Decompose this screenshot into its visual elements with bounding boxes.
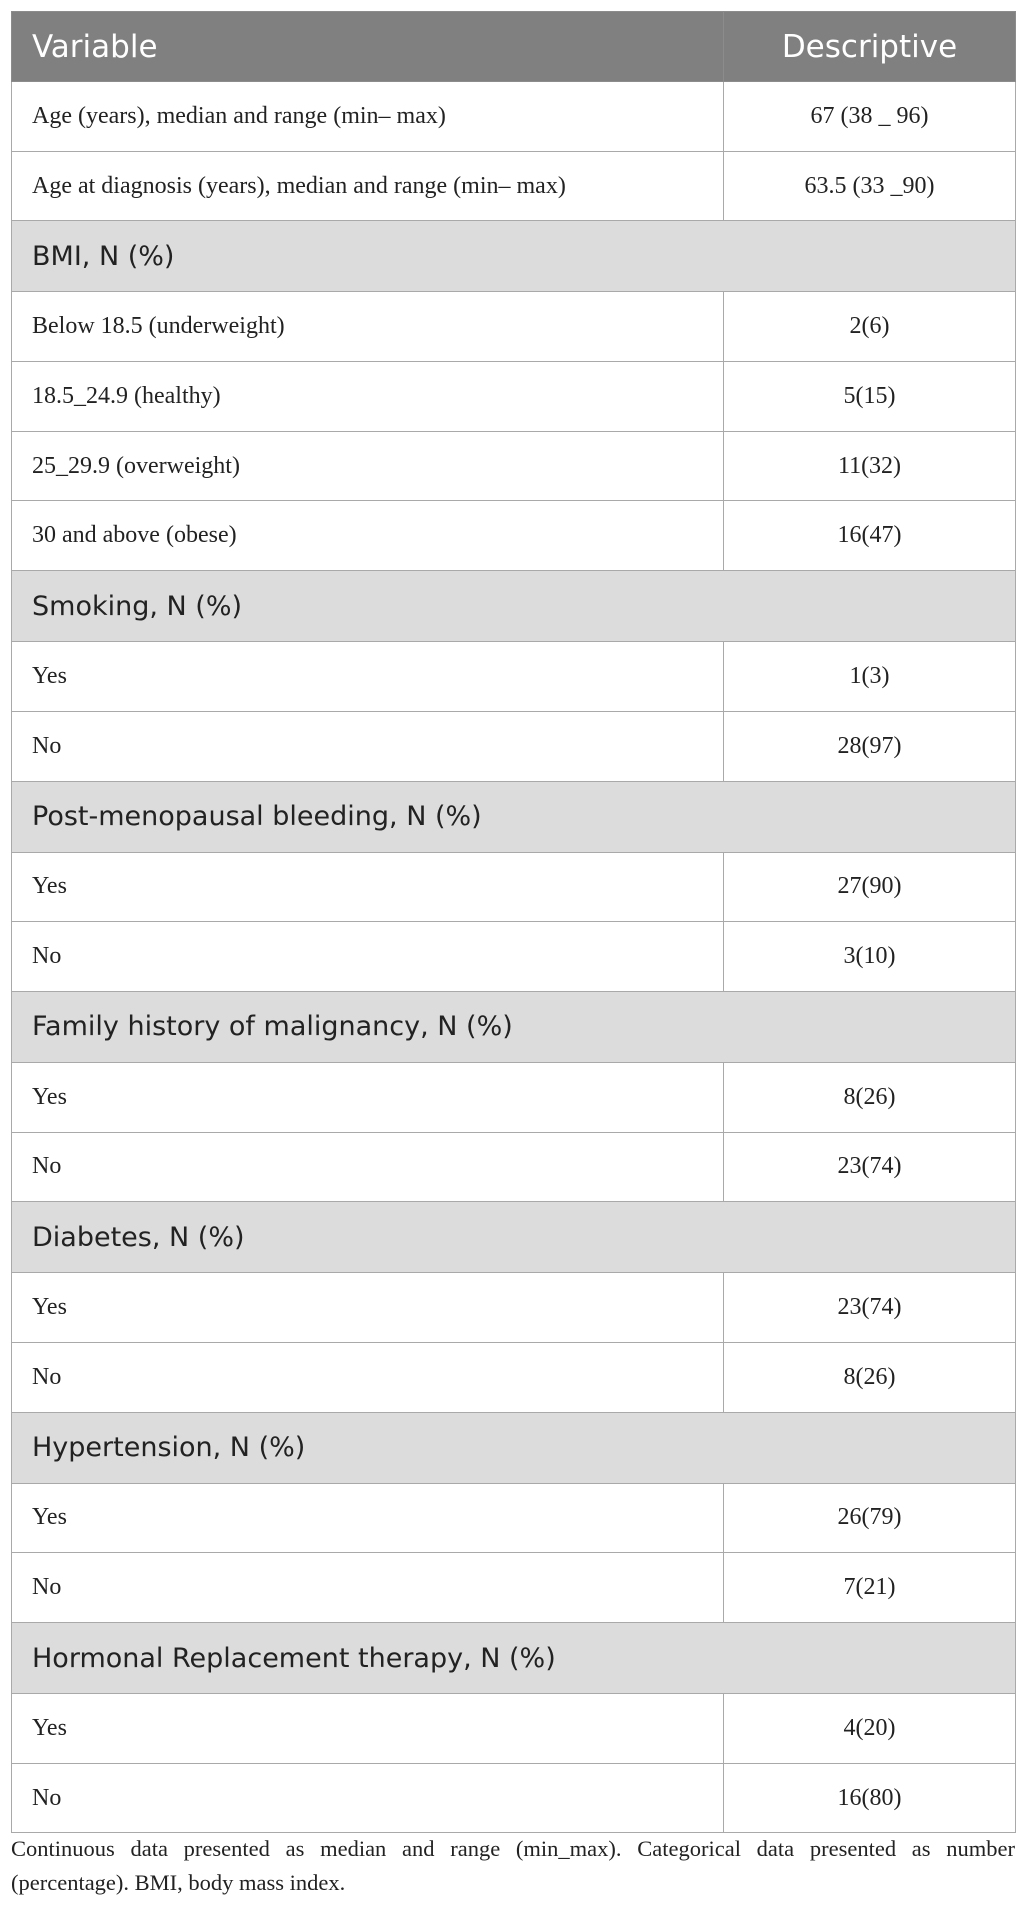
section-label: Hypertension, N (%) xyxy=(12,1412,1016,1483)
table-row xyxy=(12,82,1016,152)
descriptive-cell: 5(15) xyxy=(724,362,1016,432)
variable-cell: Yes xyxy=(12,1273,724,1343)
variable-cell: Age at diagnosis (years), median and range (min– max) xyxy=(12,151,724,221)
table-row xyxy=(12,151,1016,221)
variable-cell: No xyxy=(12,1342,724,1412)
table-row xyxy=(12,1763,1016,1833)
descriptive-cell: 11(32) xyxy=(724,431,1016,501)
descriptive-cell: 26(79) xyxy=(724,1483,1016,1553)
table-row xyxy=(12,1273,1016,1343)
section-label: BMI, N (%) xyxy=(12,221,1016,292)
descriptive-cell: 4(20) xyxy=(724,1694,1016,1764)
section-label: Hormonal Replacement therapy, N (%) xyxy=(12,1623,1016,1694)
descriptive-cell: 16(80) xyxy=(724,1763,1016,1833)
variable-cell: Below 18.5 (underweight) xyxy=(12,292,724,362)
data-table-container xyxy=(11,11,1015,1833)
header-variable: Variable xyxy=(12,12,724,82)
variable-cell: 30 and above (obese) xyxy=(12,501,724,571)
section-header-row xyxy=(12,1623,1016,1694)
table-row xyxy=(12,1342,1016,1412)
section-header-row xyxy=(12,991,1016,1062)
variable-cell: Yes xyxy=(12,852,724,922)
descriptive-cell: 3(10) xyxy=(724,922,1016,992)
table-row xyxy=(12,1553,1016,1623)
section-header-row xyxy=(12,1202,1016,1273)
descriptive-table xyxy=(11,11,1016,1833)
descriptive-cell: 27(90) xyxy=(724,852,1016,922)
section-label: Smoking, N (%) xyxy=(12,571,1016,642)
section-label: Family history of malignancy, N (%) xyxy=(12,991,1016,1062)
variable-cell: Yes xyxy=(12,642,724,712)
section-label: Post-menopausal bleeding, N (%) xyxy=(12,781,1016,852)
header-descriptive: Descriptive xyxy=(724,12,1016,82)
section-header-row xyxy=(12,571,1016,642)
variable-cell: 25_29.9 (overweight) xyxy=(12,431,724,501)
variable-cell: Yes xyxy=(12,1483,724,1553)
variable-cell: No xyxy=(12,922,724,992)
table-row xyxy=(12,922,1016,992)
descriptive-cell: 63.5 (33 _90) xyxy=(724,151,1016,221)
table-row xyxy=(12,1694,1016,1764)
variable-cell: Yes xyxy=(12,1694,724,1764)
variable-cell: No xyxy=(12,711,724,781)
descriptive-cell: 1(3) xyxy=(724,642,1016,712)
table-body xyxy=(12,82,1016,1833)
table-row xyxy=(12,852,1016,922)
table-row xyxy=(12,292,1016,362)
descriptive-cell: 23(74) xyxy=(724,1273,1016,1343)
table-header-row xyxy=(12,12,1016,82)
table-row xyxy=(12,501,1016,571)
table-row xyxy=(12,642,1016,712)
table-row xyxy=(12,1483,1016,1553)
descriptive-cell: 28(97) xyxy=(724,711,1016,781)
descriptive-cell: 7(21) xyxy=(724,1553,1016,1623)
variable-cell: Yes xyxy=(12,1062,724,1132)
descriptive-cell: 16(47) xyxy=(724,501,1016,571)
descriptive-cell: 8(26) xyxy=(724,1062,1016,1132)
section-header-row xyxy=(12,781,1016,852)
section-label: Diabetes, N (%) xyxy=(12,1202,1016,1273)
variable-cell: No xyxy=(12,1553,724,1623)
variable-cell: 18.5_24.9 (healthy) xyxy=(12,362,724,432)
variable-cell: Age (years), median and range (min– max) xyxy=(12,82,724,152)
table-row xyxy=(12,1132,1016,1202)
table-row xyxy=(12,1062,1016,1132)
table-row xyxy=(12,362,1016,432)
descriptive-cell: 2(6) xyxy=(724,292,1016,362)
variable-cell: No xyxy=(12,1763,724,1833)
table-footnote: Continuous data presented as median and range (min_max). Categorical data presented as number (percentage). BMI, body mass index. xyxy=(11,1836,1015,1895)
variable-cell: No xyxy=(12,1132,724,1202)
descriptive-cell: 67 (38 _ 96) xyxy=(724,82,1016,152)
section-header-row xyxy=(12,221,1016,292)
table-row xyxy=(12,711,1016,781)
descriptive-cell: 23(74) xyxy=(724,1132,1016,1202)
section-header-row xyxy=(12,1412,1016,1483)
descriptive-cell: 8(26) xyxy=(724,1342,1016,1412)
table-row xyxy=(12,431,1016,501)
